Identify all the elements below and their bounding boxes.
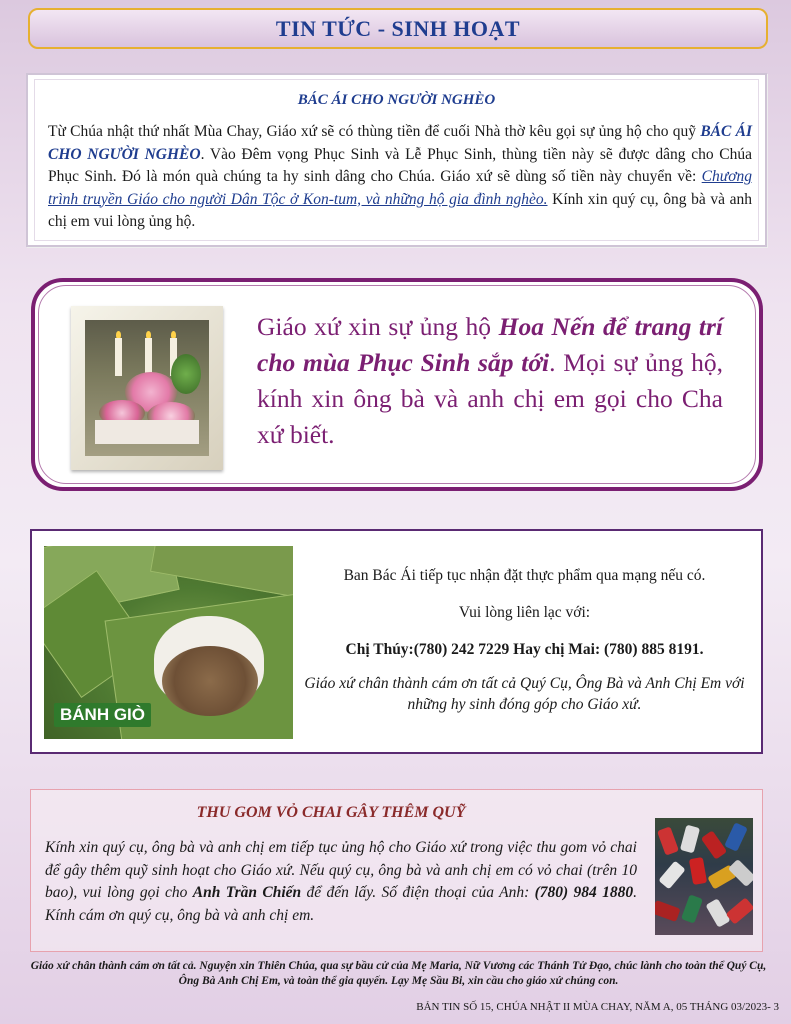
bottle-text-part: . Kính cám ơn quý cụ, ông bà và anh chị em. (45, 884, 638, 924)
flower-photo-frame (71, 306, 223, 470)
bottle-contact-name: Anh Trần Chiến (192, 884, 302, 901)
bottle-text-part: để đến lấy. Số điện thoại của Anh: (301, 884, 535, 901)
charity-program: Chương trình truyền Giáo cho người Dân Tộc ở Kon-tum, và những hộ gia đình nghèo. (48, 168, 752, 208)
banh-gio-label: BÁNH GIÒ (54, 703, 151, 727)
bottle-contact-phone: (780) 984 1880 (534, 884, 634, 901)
charity-title: BÁC ÁI CHO NGƯỜI NGHÈO (297, 92, 496, 108)
food-contact-prompt: Vui lòng liên lạc với: (458, 604, 591, 621)
charity-box (26, 73, 767, 247)
altar-flowers-image (85, 320, 209, 456)
food-order-text (302, 565, 747, 715)
issue-info: BẢN TIN SỐ 15, CHÚA NHẬT II MÙA CHAY, NĂM A, 05 THÁNG 03/2023- 3 (416, 1001, 779, 1013)
food-thanks: Giáo xứ chân thành cám ơn tất cả Quý Cụ, Ông Bà và Anh Chị Em với những hy sinh đóng góp cho Giáo xứ. (304, 675, 745, 713)
bottle-collection-box (30, 789, 763, 952)
flowers-highlight: Hoa Nến để trang trí cho mùa Phục Sinh sắp tới (257, 312, 723, 377)
bottles-image (655, 818, 753, 935)
food-order-line: Ban Bác Ái tiếp tục nhận đặt thực phẩm qua mạng nếu có. (343, 567, 706, 584)
bottle-collection-text (45, 837, 637, 927)
food-order-box (30, 529, 763, 754)
banh-gio-image (44, 546, 293, 739)
flowers-box (31, 278, 763, 491)
bottle-text-part: Kính xin quý cụ, ông bà và anh chị em tiếp tục ủng hộ cho Giáo xứ trong việc thu gom vỏ chai để gây thêm quỹ sinh hoạt cho Giáo xứ. Nếu quý cụ, ông bà và anh chị em có vỏ chai (trên 10 bao), vui lòng gọi cho (45, 839, 637, 901)
charity-text-part: Từ Chúa nhật thứ nhất Mùa Chay, Giáo xứ sẽ có thùng tiền để cuối Nhà thờ kêu gọi sự ủng hộ cho quỹ (48, 123, 701, 140)
bottle-collection-title: THU GOM VỎ CHAI GÂY THÊM QUỸ (196, 804, 466, 821)
section-title: TIN TỨC - SINH HOẠT (275, 15, 521, 41)
flowers-message (257, 309, 723, 453)
flowers-message-part: Giáo xứ xin sự ủng hộ (257, 312, 499, 341)
charity-text-part: Kính xin quý cụ, ông bà và anh chị em vui lòng ủng hộ. (48, 190, 752, 230)
charity-text (48, 121, 752, 234)
footer-blessing: Giáo xứ chân thành cám ơn tất cả. Nguyện xin Thiên Chúa, qua sự bầu cử của Mẹ Maria, Nữ Vương các Thánh Tử Đạo, chúc lành cho toàn thể Quý Cụ, Ông Bà Anh Chị Em, và toàn thể gia quyến. Lạy Mẹ Sầu Bi, xin cầu cho giáo xứ chúng con. (30, 960, 767, 987)
flowers-message-part: . Mọi sự ủng hộ, kính xin ông bà và anh chị em gọi cho Cha xứ biết. (257, 348, 723, 449)
section-header (28, 8, 768, 49)
food-contact-phones: Chị Thúy:(780) 242 7229 Hay chị Mai: (780) 885 8191. (345, 641, 704, 658)
charity-text-part: . Vào Đêm vọng Phục Sinh và Lễ Phục Sinh, thùng tiền này sẽ được dâng cho Chúa Phục Sinh. Đó là món quà chúng ta hy sinh dâng cho Chúa. Giáo xứ sẽ dùng số tiền này chuyển về: (48, 145, 752, 185)
charity-fund-name: BÁC ÁI CHO NGƯỜI NGHÈO (48, 123, 752, 163)
